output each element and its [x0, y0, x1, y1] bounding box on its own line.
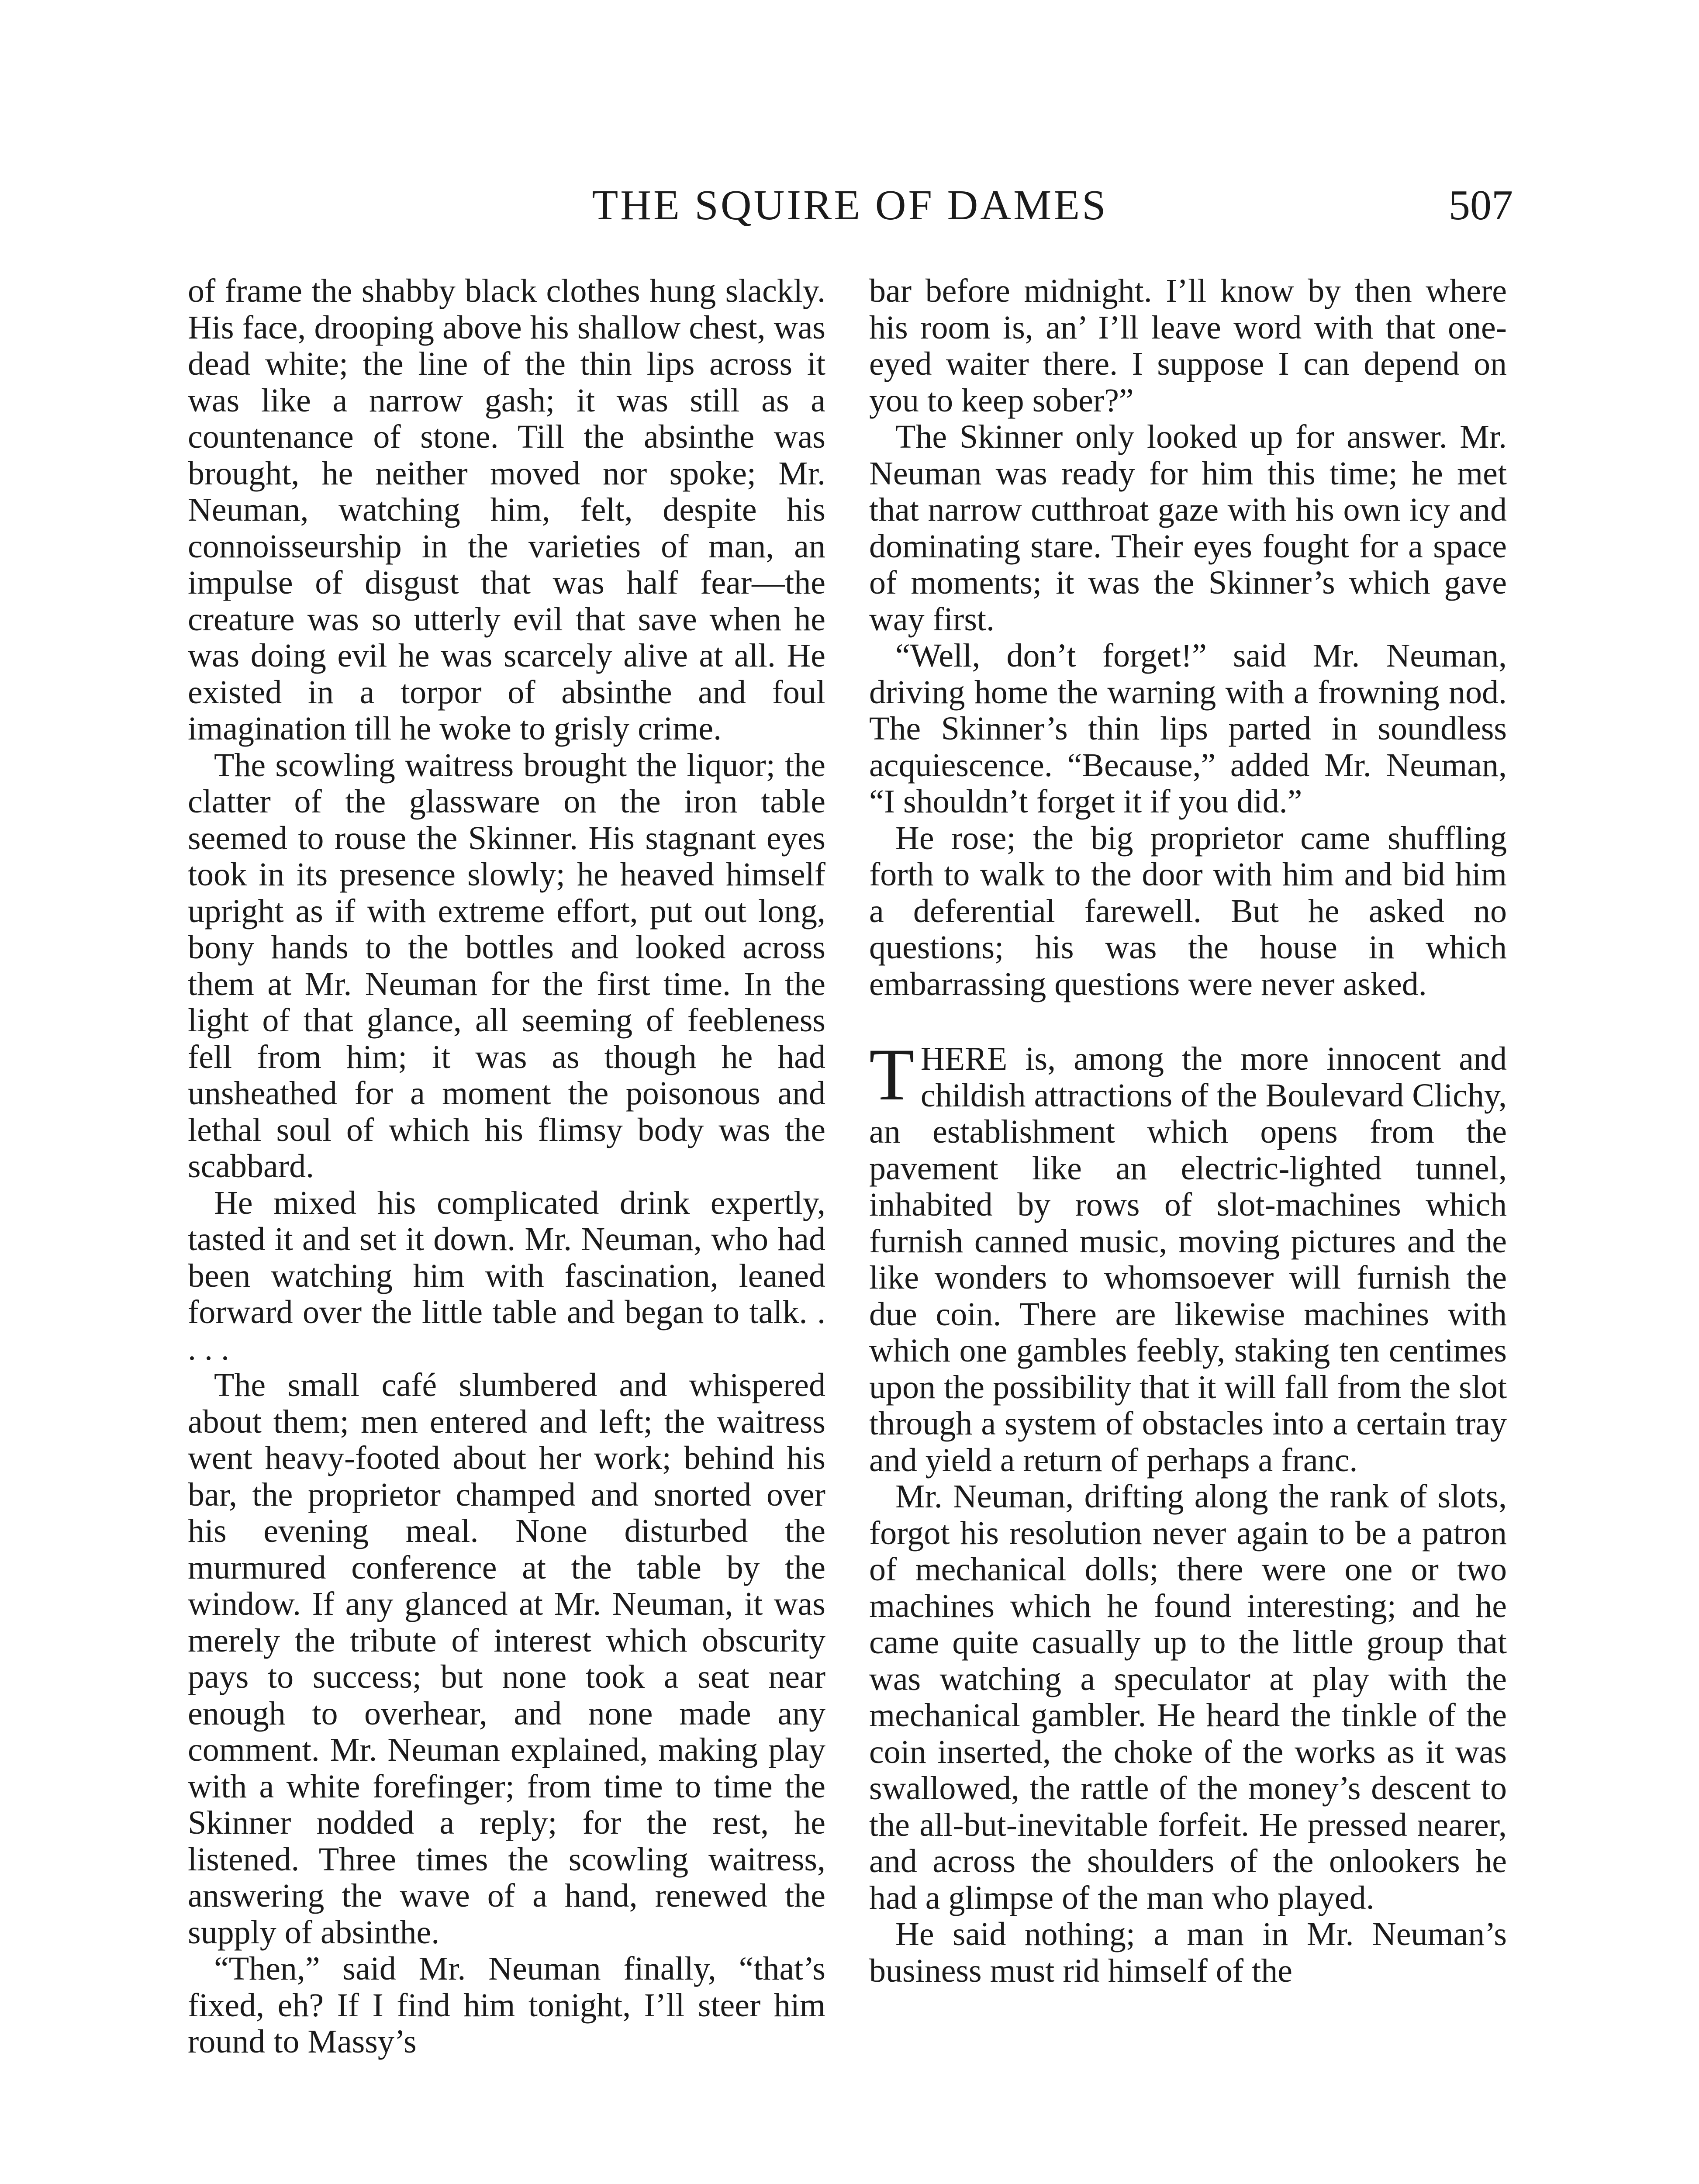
paragraph: “Then,” said Mr. Neuman finally, “that’s fixed, eh? If I find him tonight, I’ll steer him round to Massy’s	[188, 1950, 825, 2060]
section-break	[869, 1002, 1507, 1041]
paragraph: Mr. Neuman, drifting along the rank of slots, forgot his resolution never again to be a patron of mechanical dolls; there were one or two machines which he found interesting; and he came quite casually up to the little group that was watching a speculator at play with the mechanical gambler. He heard the tinkle of the coin inserted, the choke of the works as it was swallowed, the rattle of the money’s descent to the all-but-inevitable forfeit. He pressed nearer, and across the shoulders of the onlookers he had a glimpse of the man who played.	[869, 1478, 1507, 1916]
paragraph: The scowling waitress brought the liquor; the clatter of the glassware on the iron table seemed to rouse the Skinner. His stagnant eyes took in its presence slowly; he heaved himself upright as if with extreme effort, put out long, bony hands to the bottles and looked across them at Mr. Neuman for the first time. In the light of that glance, all seeming of feebleness fell from him; it was as though he had unsheathed for a moment the poisonous and lethal soul of which his flimsy body was the scabbard.	[188, 746, 825, 1185]
page-number: 507	[1449, 182, 1513, 229]
paragraph: “Well, don’t forget!” said Mr. Neuman, driving home the warning with a frowning nod. The Skinner’s thin lips parted in soundless acquiescence. “Because,” added Mr. Neuman, “I shouldn’t forget it if you did.”	[869, 637, 1507, 820]
left-column	[188, 273, 825, 2184]
paragraph: He mixed his complicated drink expertly, tasted it and set it down. Mr. Neuman, who had been watching him with fascination, leaned forward over the little table and began to talk. . . . .	[188, 1184, 825, 1367]
section-opening-paragraph	[869, 1033, 1507, 1479]
drop-cap: T	[869, 1033, 915, 1116]
paragraph: of frame the shabby black clothes hung slackly. His face, drooping above his shallow chest, was dead white; the line of the thin lips across it was like a narrow gash; it was still as a countenance of stone. Till the absinthe was brought, he neither moved nor spoke; Mr. Neuman, watching him, felt, despite his connoisseurship in the varieties of man, an impulse of disgust that was half fear—the creature was so utterly evil that save when he was doing evil he was scarcely alive at all. He existed in a torpor of absinthe and foul imagination till he woke to grisly crime.	[188, 273, 825, 747]
paragraph: The small café slumbered and whispered about them; men entered and left; the waitress went heavy-footed about her work; behind his bar, the proprietor champed and snorted over his evening meal. None disturbed the murmured conference at the table by the window. If any glanced at Mr. Neuman, it was merely the tribute of interest which obscurity pays to success; but none took a seat near enough to overhear, and none made any comment. Mr. Neuman explained, making play with a white forefinger; from time to time the Skinner nodded a reply; for the rest, he listened. Three times the scowling waitress, answering the wave of a hand, renewed the supply of absinthe.	[188, 1367, 825, 1951]
running-title: THE SQUIRE OF DAMES	[592, 182, 1108, 229]
paragraph: He said nothing; a man in Mr. Neuman’s business must rid himself of the	[869, 1916, 1507, 1989]
right-column	[869, 273, 1507, 2184]
paragraph: The Skinner only looked up for answer. Mr. Neuman was ready for him this time; he met that narrow cutthroat gaze with his own icy and dominating stare. Their eyes fought for a space of moments; it was the Skinner’s which gave way first.	[869, 418, 1507, 638]
paragraph: bar before midnight. I’ll know by then where his room is, an’ I’ll leave word with that one-eyed waiter there. I suppose I can depend on you to keep sober?”	[869, 273, 1507, 419]
page-header	[187, 175, 1513, 236]
paragraph: He rose; the big proprietor came shuffling forth to walk to the door with him and bid him a deferential farewell. But he asked no questions; his was the house in which embarrassing questions were never asked.	[869, 819, 1507, 1002]
drop-cap-continuation: HERE is, among the more innocent and childish attractions of the Boulevard Clichy, an establishment which opens from the pavement like an electric-lighted tunnel, inhabited by rows of slot-machines which furnish canned music, moving pictures and the like wonders to whomsoever will furnish the due coin. There are likewise machines with which one gambles feebly, staking ten centimes upon the possibility that it will fall from the slot through a system of obstacles into a certain tray and yield a return of perhaps a franc.	[869, 1040, 1507, 1479]
